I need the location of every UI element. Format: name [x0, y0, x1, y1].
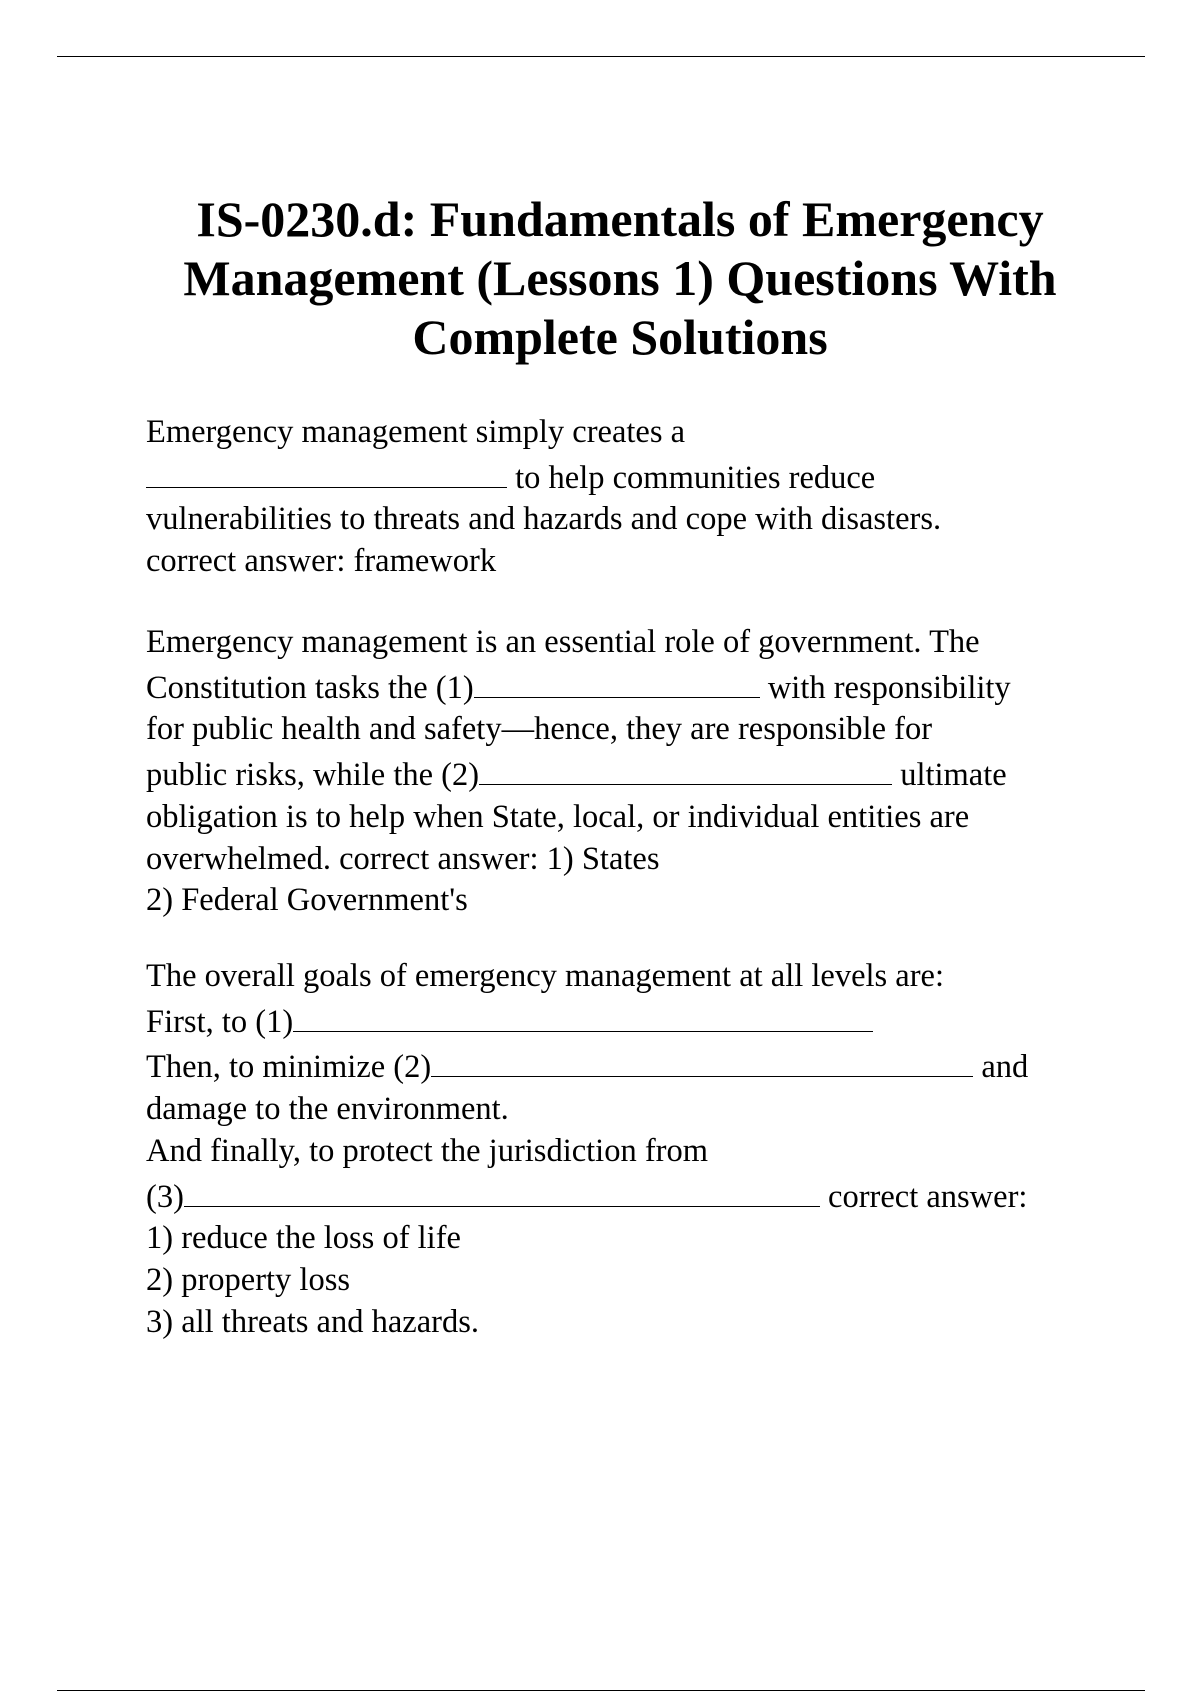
q2-line-1: Emergency management is an essential role of government. The: [146, 624, 980, 660]
q3-line-3-text-b: and: [981, 1049, 1029, 1086]
title-line-3: Complete Solutions: [412, 309, 828, 365]
q3-line-2-text: First, to (1): [146, 1003, 294, 1040]
q3-answer-1: 1) reduce the loss of life: [146, 1220, 461, 1257]
q2-line-5: obligation is to help when State, local, or individual entities are: [146, 798, 970, 835]
header-rule: [57, 56, 1145, 57]
answer-blank: [293, 998, 873, 1032]
question-2: [146, 622, 1146, 922]
q1-answer: correct answer: framework: [146, 543, 497, 580]
question-3: [146, 956, 1146, 1343]
q3-answer-2: 2) property loss: [146, 1261, 350, 1298]
q3-line-4: damage to the environment.: [146, 1091, 509, 1128]
q3-line-5: And finally, to protect the jurisdiction from: [146, 1132, 709, 1169]
answer-blank: [431, 1043, 973, 1077]
answer-blank: [146, 454, 507, 488]
q3-line-6-text-a: (3): [146, 1178, 184, 1215]
q1-line-3: vulnerabilities to threats and hazards and cope with disasters.: [146, 501, 942, 538]
q1-line-2-text: to help communities reduce: [515, 459, 876, 496]
question-1: [146, 412, 1146, 583]
q2-line-2-text-b: with responsibility: [767, 669, 1011, 706]
q3-line-2: [146, 998, 1146, 1044]
q1-line-2: [146, 454, 1146, 500]
q3-line-1: The overall goals of emergency management at all levels are:: [146, 958, 945, 994]
title-line-2: Management (Lessons 1) Questions With: [183, 250, 1057, 306]
q2-answer-2: 2) Federal Government's: [146, 882, 468, 919]
q3-line-6: [146, 1173, 1146, 1219]
answer-blank: [474, 664, 760, 698]
q2-line-4: [146, 751, 1146, 797]
document-title: [100, 190, 1140, 367]
title-line-1: IS-0230.d: Fundamentals of Emergency: [196, 191, 1044, 247]
q3-line-3-text-a: Then, to minimize (2): [146, 1049, 432, 1086]
answer-blank: [184, 1173, 820, 1207]
q2-line-6: overwhelmed. correct answer: 1) States: [146, 840, 660, 877]
q2-line-4-text-b: ultimate: [900, 757, 1007, 794]
q2-line-2-text-a: Constitution tasks the (1): [146, 669, 474, 706]
q3-line-3: [146, 1043, 1146, 1089]
footer-rule: [57, 1690, 1145, 1691]
q3-answer-3: 3) all threats and hazards.: [146, 1303, 479, 1340]
q2-line-2: [146, 664, 1146, 710]
q3-line-6-text-b: correct answer:: [828, 1178, 1028, 1215]
answer-blank: [479, 751, 892, 785]
q1-line-1: Emergency management simply creates a: [146, 414, 686, 450]
q2-line-4-text-a: public risks, while the (2): [146, 757, 480, 794]
q2-line-3: for public health and safety—hence, they are responsible for: [146, 711, 933, 748]
